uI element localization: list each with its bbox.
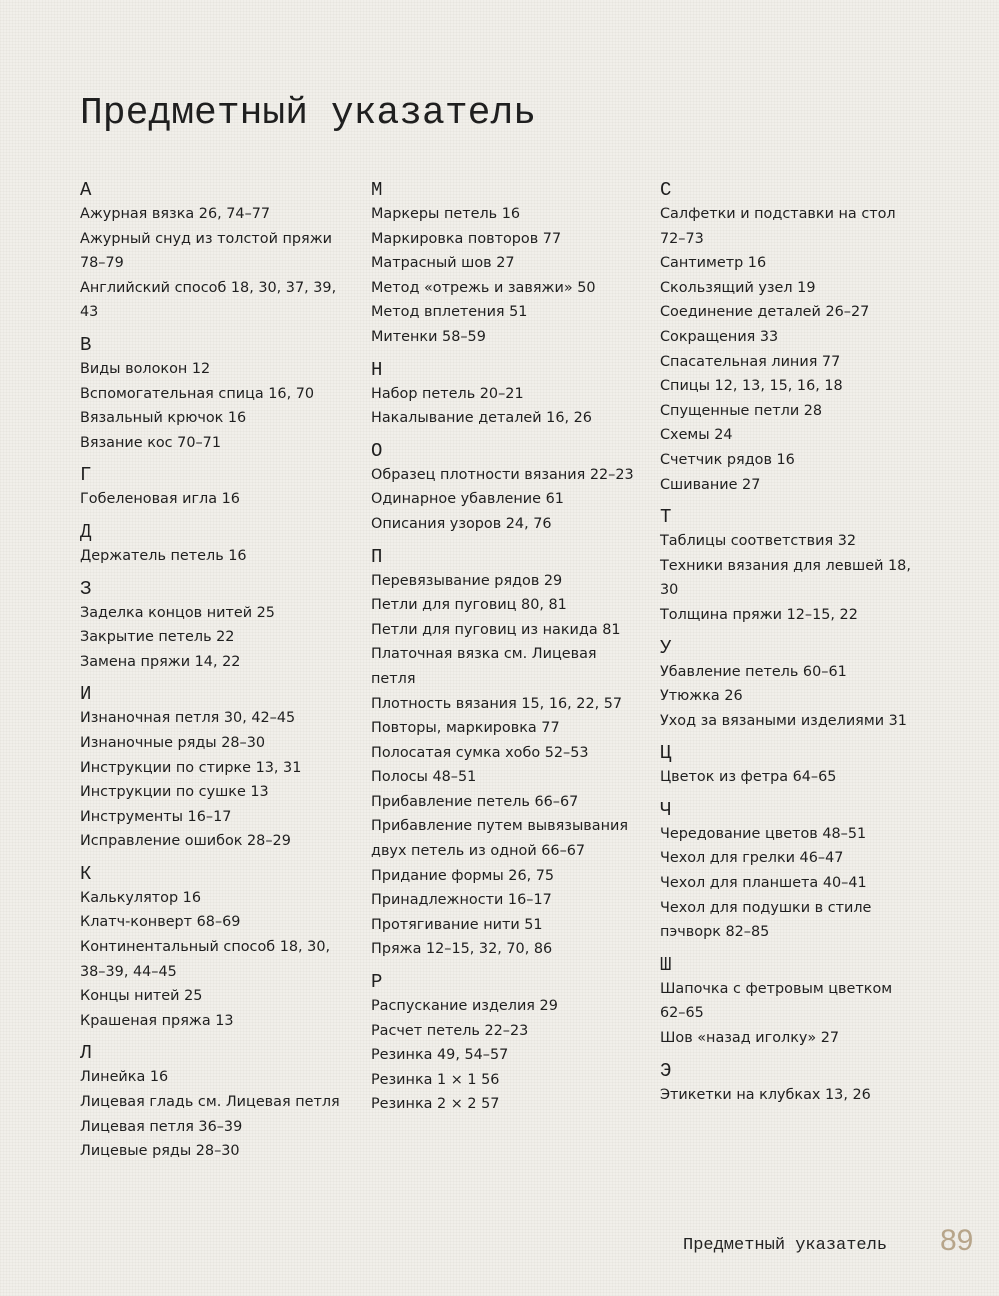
index-entry: Вязание кос 70–71 [80,434,221,451]
index-entry: Резинка 2 × 2 57 [371,1096,500,1113]
index-entry: Чередование цветов 48–51 [660,825,867,842]
index-entry: Инструкции по сушке 13 [80,784,269,801]
index-entry: Сокращения 33 [660,328,779,345]
index-section [660,953,922,1051]
index-entry: Изнаночные ряды 28–30 [80,734,266,751]
index-column-1 [80,178,350,1172]
page-number: 89 [940,1224,974,1257]
index-entry: Чехол для грелки 46–47 [660,850,844,867]
index-section [80,520,350,569]
index-entry: Инструменты 16–17 [80,808,232,825]
index-entry: Сантиметр 16 [660,255,767,272]
index-entry: Ажурный снуд из толстой пряжи 78–79 [80,230,333,272]
index-entry: Изнаночная петля 30, 42–45 [80,710,296,727]
index-entry: Придание формы 26, 75 [371,867,555,884]
index-entry: Описания узоров 24, 76 [371,515,552,532]
index-entry: Сшивание 27 [660,476,761,493]
index-entry: Таблицы соответствия 32 [660,533,857,550]
index-entry: Спущенные петли 28 [660,402,823,419]
index-entry: Лицевая гладь см. Лицевая петля [80,1094,340,1111]
index-section [371,545,643,963]
index-section [660,741,922,790]
section-letter: Ц [660,742,672,765]
index-entry: Концы нитей 25 [80,988,203,1005]
index-entry: Континентальный способ 18, 30, 38–39, 44–45 [80,939,331,980]
section-letter: С [660,179,672,201]
index-entry: Резинка 49, 54–57 [371,1047,509,1064]
index-entry: Расчет петель 22–23 [371,1022,529,1039]
index-entry: Убавление петель 60–61 [660,663,847,680]
index-entry: Метод вплетения 51 [371,304,528,321]
section-letter: Л [80,1042,92,1065]
index-section [80,463,350,512]
index-entry: Толщина пряжи 12–15, 22 [660,606,858,623]
index-entry: Клатч-конверт 68–69 [80,914,241,931]
page-title: Предметный указатель [80,92,537,135]
section-letter: Т [660,506,672,529]
index-entry: Гобеленовая игла 16 [80,491,240,508]
index-entry: Петли для пуговиц 80, 81 [371,597,567,614]
index-entry: Перевязывание рядов 29 [371,572,563,589]
index-entry: Образец плотности вязания 22–23 [371,466,634,483]
index-column-2 [371,178,643,1125]
index-entry: Вспомогательная спица 16, 70 [80,385,315,402]
index-entry: Чехол для подушки в стиле пэчворк 82–85 [660,899,872,941]
index-section [80,577,350,675]
index-section [660,1059,922,1108]
index-entry: Маркировка повторов 77 [371,230,562,247]
index-entry: Метод «отрежь и завяжи» 50 [371,279,596,296]
index-section [80,333,350,455]
index-entry: Спицы 12, 13, 15, 16, 18 [660,378,843,395]
section-letter: В [80,333,92,356]
index-entry: Набор петель 20–21 [371,385,524,402]
index-entry: Накалывание деталей 16, 26 [371,410,592,427]
index-entry: Пряжа 12–15, 32, 70, 86 [371,941,553,958]
index-entry: Этикетки на клубках 13, 26 [660,1086,871,1103]
section-letter: Г [80,464,92,487]
index-entry: Утюжка 26 [660,688,743,705]
index-entry: Принадлежности 16–17 [371,892,552,909]
index-entry: Лицевые ряды 28–30 [80,1143,240,1160]
section-letter: У [660,636,672,659]
index-section [80,178,350,325]
index-section [371,358,643,431]
index-entry: Лицевая петля 36–39 [80,1118,243,1135]
index-entry: Схемы 24 [660,427,733,444]
index-entry: Полосы 48–51 [371,769,477,786]
index-entry: Прибавление петель 66–67 [371,793,579,810]
index-entry: Английский способ 18, 30, 37, 39, 43 [80,279,337,321]
index-entry: Повторы, маркировка 77 [371,720,560,737]
index-entry: Полосатая сумка хобо 52–53 [371,744,589,761]
section-letter: П [371,545,383,568]
index-section [371,439,643,537]
index-entry: Исправление ошибок 28–29 [80,833,291,850]
index-entry: Платочная вязка см. Лицевая петля [371,646,597,687]
index-entry: Замена пряжи 14, 22 [80,653,241,670]
section-letter: Э [660,1059,672,1082]
index-entry: Плотность вязания 15, 16, 22, 57 [371,695,623,712]
index-entry: Техники вязания для левшей 18, 30 [660,557,911,599]
index-section [80,862,350,1034]
index-section [660,505,922,627]
index-entry: Матрасный шов 27 [371,255,515,272]
index-entry: Счетчик рядов 16 [660,451,795,468]
index-entry: Ажурная вязка 26, 74–77 [80,206,271,222]
section-letter: З [80,577,92,600]
index-entry: Распускание изделия 29 [371,998,558,1015]
index-entry: Держатель петель 16 [80,547,247,564]
section-letter: Н [371,358,383,381]
index-entry: Чехол для планшета 40–41 [660,875,867,892]
section-letter: Р [371,971,383,994]
section-letter: Д [80,520,92,543]
index-entry: Шапочка с фетровым цветком 62–65 [660,980,893,1022]
index-section [371,970,643,1117]
index-entry: Крашеная пряжа 13 [80,1012,234,1029]
index-entry: Вязальный крючок 16 [80,410,247,427]
index-entry: Шов «назад иголку» 27 [660,1030,840,1047]
section-letter: М [371,179,383,201]
index-section [660,636,922,734]
index-entry: Инструкции по стирке 13, 31 [80,759,302,776]
index-entry: Маркеры петель 16 [371,206,521,222]
index-entry: Петли для пуговиц из накида 81 [371,621,621,638]
index-entry: Салфетки и подставки на стол 72–73 [660,206,896,247]
index-entry: Одинарное убавление 61 [371,491,564,508]
index-entry: Цветок из фетра 64–65 [660,769,837,786]
index-column-3 [660,178,922,1115]
index-entry: Прибавление путем вывязывания двух петель из одной 66–67 [371,818,629,860]
section-letter: А [80,179,92,201]
index-section [80,682,350,854]
index-entry: Закрытие петель 22 [80,629,235,646]
index-section [371,178,643,350]
section-letter: К [80,862,92,885]
index-entry: Линейка 16 [80,1069,169,1086]
index-entry: Калькулятор 16 [80,889,201,906]
section-letter: Ч [660,798,672,821]
index-entry: Уход за вязаными изделиями 31 [660,712,907,729]
index-section [660,178,922,497]
index-entry: Заделка концов нитей 25 [80,604,275,621]
index-entry: Спасательная линия 77 [660,353,841,370]
index-entry: Резинка 1 × 1 56 [371,1071,500,1088]
index-section [80,1041,350,1163]
running-footer-title: Предметный указатель [683,1236,888,1255]
index-entry: Соединение деталей 26–27 [660,304,870,321]
section-letter: И [80,683,92,706]
index-entry: Виды волокон 12 [80,360,211,377]
section-letter: Ш [660,953,672,976]
section-letter: О [371,439,383,462]
index-entry: Скользящий узел 19 [660,279,816,296]
index-entry: Протягивание нити 51 [371,916,543,933]
index-entry: Митенки 58–59 [371,328,486,345]
index-section [660,798,922,945]
